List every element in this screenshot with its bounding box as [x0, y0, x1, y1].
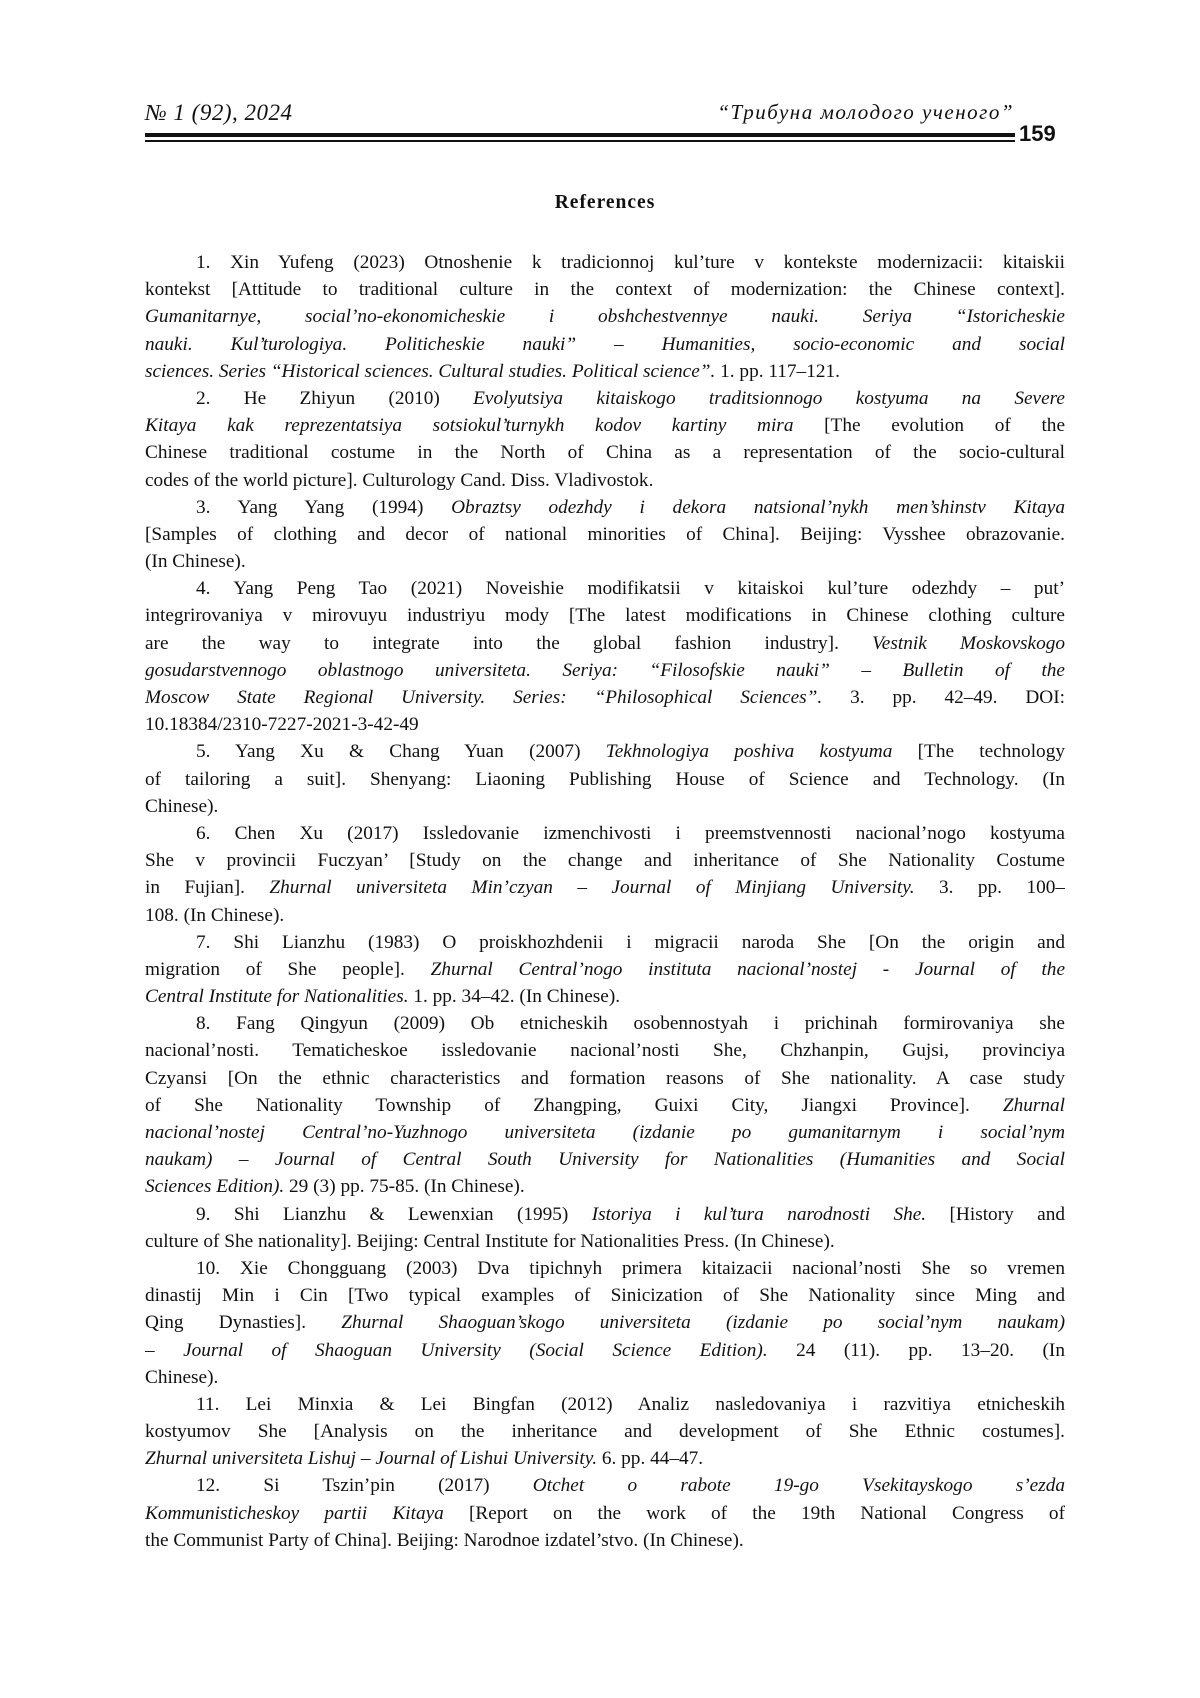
- reference-text: 4. Yang Peng Tao (2021) Noveishie modifikatsii v kitaiskoi kul’ture odezhdy – put’: [196, 578, 1065, 599]
- reference-text: [History and: [926, 1204, 1065, 1225]
- reference-text: [The evolution of the: [793, 415, 1065, 436]
- section-title: References: [0, 192, 1200, 214]
- reference-text: in Fujian].: [145, 877, 269, 898]
- reference-line: [145, 1309, 1065, 1336]
- reference-italic-text: sciences. Series “Historical sciences. Cultural studies. Political science”.: [145, 361, 715, 382]
- reference-text: the Communist Party of China]. Beijing: Narodnoe izdatel’stvo. (In Chinese).: [145, 1530, 744, 1551]
- reference-italic-text: Moscow State Regional University. Series: “Philosophical Sciences”.: [145, 687, 822, 708]
- reference-italic-text: Zhurnal Central’nogo instituta nacional’nostej - Journal of the: [431, 959, 1065, 980]
- journal-title: “Трибуна молодого ученого”: [717, 100, 1014, 125]
- reference-line: [145, 385, 1065, 412]
- reference-line: [145, 1500, 1065, 1527]
- reference-line: [145, 412, 1065, 439]
- header-rule-thick: [145, 133, 1015, 137]
- reference-text: nacional’nosti. Tematicheskoe issledovanie nacional’nosti She, Chzhanpin, Gujsi, provinciya: [145, 1040, 1065, 1061]
- reference-text: 11. Lei Minxia & Lei Bingfan (2012) Analiz nasledovaniya i razvitiya etnicheskih: [196, 1394, 1065, 1415]
- reference-item: [145, 1010, 1065, 1200]
- reference-italic-text: Tekhnologiya poshiva kostyuma: [606, 741, 893, 762]
- reference-line: [145, 847, 1065, 874]
- reference-item: [145, 1472, 1065, 1554]
- reference-line: [145, 1065, 1065, 1092]
- reference-italic-text: Central Institute for Nationalities.: [145, 986, 409, 1007]
- reference-line: [145, 1146, 1065, 1173]
- reference-italic-text: Vestnik Moskovskogo: [872, 633, 1065, 654]
- reference-italic-text: Kommunisticheskoy partii Kitaya: [145, 1503, 444, 1524]
- header-rule-thin: [145, 140, 1015, 142]
- reference-item: [145, 1255, 1065, 1391]
- reference-line: [145, 1173, 1065, 1200]
- reference-line: [145, 494, 1065, 521]
- reference-text: Chinese traditional costume in the North of China as a representation of the socio-cultural: [145, 442, 1065, 463]
- reference-text: kontekst [Attitude to traditional culture in the context of modernization: the Chinese context].: [145, 279, 1065, 300]
- reference-line: [145, 358, 1065, 385]
- reference-text: [Report on the work of the 19th National Congress of: [444, 1503, 1065, 1524]
- reference-text: Qing Dynasties].: [145, 1312, 341, 1333]
- reference-italic-text: Zhurnal universiteta Lishuj – Journal of Lishui University.: [145, 1448, 597, 1469]
- reference-line: [145, 630, 1065, 657]
- reference-line: [145, 467, 1065, 494]
- reference-item: [145, 1391, 1065, 1473]
- reference-text: [The technology: [892, 741, 1065, 762]
- reference-text: kostyumov She [Analysis on the inheritance and development of She Ethnic costumes].: [145, 1421, 1065, 1442]
- reference-text: She v provincii Fuczyan’ [Study on the change and inheritance of She Nationality Costume: [145, 850, 1065, 871]
- reference-item: [145, 494, 1065, 576]
- reference-text: migration of She people].: [145, 959, 431, 980]
- reference-italic-text: Zhurnal Shaoguan’skogo universiteta (izdanie po social’nym naukam): [341, 1312, 1065, 1333]
- reference-text: 2. He Zhiyun (2010): [196, 388, 473, 409]
- reference-line: [145, 521, 1065, 548]
- reference-italic-text: Sciences Edition).: [145, 1176, 284, 1197]
- reference-text: 24 (11). pp. 13–20. (In: [768, 1340, 1065, 1361]
- reference-line: [145, 1282, 1065, 1309]
- reference-item: [145, 385, 1065, 494]
- reference-text: 5. Yang Xu & Chang Yuan (2007): [196, 741, 606, 762]
- reference-line: [145, 1119, 1065, 1146]
- reference-line: [145, 1228, 1065, 1255]
- reference-line: [145, 766, 1065, 793]
- reference-line: [145, 1337, 1065, 1364]
- reference-line: [145, 1255, 1065, 1282]
- reference-text: 8. Fang Qingyun (2009) Ob etnicheskih osobennostyah i prichinah formirovaniya she: [196, 1013, 1065, 1034]
- reference-text: Chinese).: [145, 1367, 218, 1388]
- reference-text: dinastij Min i Cin [Two typical examples of Sinicization of She Nationality since Ming and: [145, 1285, 1065, 1306]
- reference-text: 3. pp. 100–: [915, 877, 1065, 898]
- reference-line: [145, 303, 1065, 330]
- reference-line: [145, 1527, 1065, 1554]
- reference-text: 29 (3) pp. 75-85. (In Chinese).: [284, 1176, 524, 1197]
- reference-text: [Samples of clothing and decor of national minorities of China]. Beijing: Vysshee obrazovanie.: [145, 524, 1065, 545]
- reference-text: culture of She nationality]. Beijing: Central Institute for Nationalities Press. (In Chinese).: [145, 1231, 835, 1252]
- reference-line: [145, 657, 1065, 684]
- reference-text: Chinese).: [145, 796, 218, 817]
- reference-line: [145, 711, 1065, 738]
- reference-line: [145, 1201, 1065, 1228]
- reference-line: [145, 1391, 1065, 1418]
- reference-line: [145, 820, 1065, 847]
- reference-line: [145, 1418, 1065, 1445]
- reference-line: [145, 793, 1065, 820]
- reference-italic-text: Otchet o rabote 19-go Vsekitayskogo s’ezda: [533, 1475, 1065, 1496]
- reference-text: are the way to integrate into the global fashion industry].: [145, 633, 872, 654]
- reference-list: [145, 249, 1065, 1554]
- reference-italic-text: Evolyutsiya kitaiskogo traditsionnogo kostyuma na Severe: [473, 388, 1065, 409]
- reference-text: codes of the world picture]. Culturology Cand. Diss. Vladivostok.: [145, 470, 653, 491]
- reference-text: of She Nationality Township of Zhangping, Guixi City, Jiangxi Province].: [145, 1095, 1003, 1116]
- reference-text: 1. Xin Yufeng (2023) Otnoshenie k tradicionnoj kul’ture v kontekste modernizacii: kitaiskii: [196, 252, 1065, 273]
- reference-text: integrirovaniya v mirovuyu industriyu mody [The latest modifications in Chinese clothing culture: [145, 605, 1065, 626]
- reference-italic-text: – Journal of Shaoguan University (Social Science Edition).: [145, 1340, 768, 1361]
- reference-text: 10. Xie Chongguang (2003) Dva tipichnyh primera kitaizacii nacional’nosti She so vremen: [196, 1258, 1065, 1279]
- reference-italic-text: Gumanitarnye, social’no-ekonomicheskie i obshchestvennye nauki. Seriya “Istoricheskie: [145, 306, 1065, 327]
- reference-text: 6. Chen Xu (2017) Issledovanie izmenchivosti i preemstvennosti nacional’nogo kostyuma: [196, 823, 1065, 844]
- reference-italic-text: nacional’nostej Central’no-Yuzhnogo universiteta (izdanie po gumanitarnym i social’nym: [145, 1122, 1065, 1143]
- reference-text: 9. Shi Lianzhu & Lewenxian (1995): [196, 1204, 592, 1225]
- reference-italic-text: Obraztsy odezhdy i dekora natsional’nykh men’shinstv Kitaya: [451, 497, 1065, 518]
- reference-italic-text: nauki. Kul’turologiya. Politicheskie nauki” – Humanities, socio-economic and social: [145, 334, 1065, 355]
- reference-line: [145, 249, 1065, 276]
- reference-line: [145, 902, 1065, 929]
- reference-item: [145, 738, 1065, 820]
- reference-text: 3. pp. 42–49. DOI:: [822, 687, 1065, 708]
- reference-line: [145, 548, 1065, 575]
- reference-text: 10.18384/2310-7227-2021-3-42-49: [145, 714, 419, 735]
- reference-line: [145, 439, 1065, 466]
- reference-text: Czyansi [On the ethnic characteristics and formation reasons of She nationality. A case study: [145, 1068, 1065, 1089]
- reference-item: [145, 929, 1065, 1011]
- reference-line: [145, 983, 1065, 1010]
- reference-item: [145, 249, 1065, 385]
- reference-line: [145, 738, 1065, 765]
- reference-line: [145, 874, 1065, 901]
- reference-line: [145, 684, 1065, 711]
- reference-italic-text: Zhurnal universiteta Min’czyan – Journal of Minjiang University.: [269, 877, 914, 898]
- reference-line: [145, 602, 1065, 629]
- reference-italic-text: naukam) – Journal of Central South University for Nationalities (Humanities and Social: [145, 1149, 1065, 1170]
- reference-italic-text: gosudarstvennogo oblastnogo universiteta. Seriya: “Filosofskie nauki” – Bulletin of the: [145, 660, 1065, 681]
- reference-italic-text: Istoriya i kul’tura narodnosti She.: [592, 1204, 926, 1225]
- reference-text: 3. Yang Yang (1994): [196, 497, 451, 518]
- reference-text: 1. pp. 34–42. (In Chinese).: [409, 986, 621, 1007]
- reference-text: 7. Shi Lianzhu (1983) O proiskhozhdenii i migracii naroda She [On the origin and: [196, 932, 1065, 953]
- reference-item: [145, 1201, 1065, 1255]
- reference-line: [145, 575, 1065, 602]
- reference-text: 6. pp. 44–47.: [597, 1448, 703, 1469]
- reference-line: [145, 1445, 1065, 1472]
- reference-text: 12. Si Tszin’pin (2017): [196, 1475, 533, 1496]
- reference-line: [145, 331, 1065, 358]
- reference-text: (In Chinese).: [145, 551, 246, 572]
- issue-number: № 1 (92), 2024: [145, 100, 293, 126]
- reference-line: [145, 1092, 1065, 1119]
- reference-line: [145, 1037, 1065, 1064]
- reference-text: 108. (In Chinese).: [145, 905, 284, 926]
- reference-line: [145, 1010, 1065, 1037]
- reference-line: [145, 1472, 1065, 1499]
- page-number: 159: [1019, 121, 1056, 147]
- reference-text: of tailoring a suit]. Shenyang: Liaoning Publishing House of Science and Technology. (In: [145, 769, 1065, 790]
- reference-line: [145, 1364, 1065, 1391]
- reference-line: [145, 929, 1065, 956]
- reference-item: [145, 820, 1065, 929]
- reference-item: [145, 575, 1065, 738]
- reference-text: 1. pp. 117–121.: [715, 361, 840, 382]
- reference-line: [145, 956, 1065, 983]
- reference-italic-text: Zhurnal: [1003, 1095, 1065, 1116]
- reference-italic-text: Kitaya kak reprezentatsiya sotsiokul’turnykh kodov kartiny mira: [145, 415, 793, 436]
- reference-line: [145, 276, 1065, 303]
